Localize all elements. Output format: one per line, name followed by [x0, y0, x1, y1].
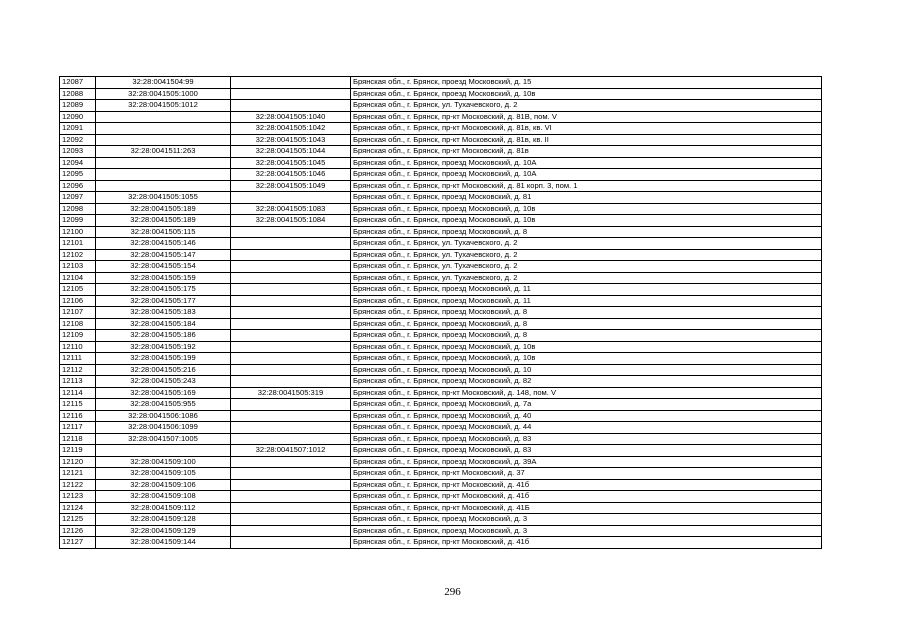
table-row: [60, 341, 822, 353]
cadastral-number-cell: 32:28:0041506:1099: [96, 422, 231, 434]
cadastral-number-cell: 32:28:0041505:199: [96, 353, 231, 365]
cadastral-number-cell: 32:28:0041505:1000: [96, 88, 231, 100]
address-cell: Брянская обл., г. Брянск, пр-кт Московский, д. 37: [351, 468, 822, 480]
related-cadastral-number-cell: [231, 88, 351, 100]
related-cadastral-number-cell: [231, 341, 351, 353]
cadastral-number-cell: 32:28:0041505:169: [96, 387, 231, 399]
cadastral-number-cell: 32:28:0041511:263: [96, 146, 231, 158]
cadastral-number-cell: 32:28:0041505:189: [96, 203, 231, 215]
address-cell: Брянская обл., г. Брянск, проезд Московский, д. 10в: [351, 88, 822, 100]
cadastral-number-cell: 32:28:0041509:129: [96, 525, 231, 537]
cadastral-number-cell: 32:28:0041509:128: [96, 514, 231, 526]
cadastral-number-cell: 32:28:0041505:115: [96, 226, 231, 238]
address-cell: Брянская обл., г. Брянск, пр-кт Московский, д. 41б: [351, 537, 822, 549]
related-cadastral-number-cell: [231, 295, 351, 307]
row-number-cell: 12103: [60, 261, 96, 273]
row-number-cell: 12092: [60, 134, 96, 146]
row-number-cell: 12121: [60, 468, 96, 480]
address-cell: Брянская обл., г. Брянск, пр-кт Московский, д. 81В, пом. V: [351, 111, 822, 123]
related-cadastral-number-cell: 32:28:0041505:1042: [231, 123, 351, 135]
cadastral-number-cell: 32:28:0041505:175: [96, 284, 231, 296]
table-row: [60, 445, 822, 457]
cadastral-number-cell: 32:28:0041505:955: [96, 399, 231, 411]
cadastral-number-cell: [96, 157, 231, 169]
table-row: [60, 146, 822, 158]
table-row: [60, 502, 822, 514]
related-cadastral-number-cell: [231, 249, 351, 261]
row-number-cell: 12123: [60, 491, 96, 503]
cadastral-number-cell: 32:28:0041506:1086: [96, 410, 231, 422]
table-row: [60, 410, 822, 422]
table-row: [60, 491, 822, 503]
address-cell: Брянская обл., г. Брянск, пр-кт Московский, д. 41Б: [351, 502, 822, 514]
related-cadastral-number-cell: 32:28:0041505:1043: [231, 134, 351, 146]
address-cell: Брянская обл., г. Брянск, проезд Московский, д. 3: [351, 525, 822, 537]
table-row: [60, 157, 822, 169]
cadastral-number-cell: 32:28:0041509:100: [96, 456, 231, 468]
related-cadastral-number-cell: [231, 238, 351, 250]
row-number-cell: 12111: [60, 353, 96, 365]
related-cadastral-number-cell: [231, 376, 351, 388]
row-number-cell: 12107: [60, 307, 96, 319]
cadastral-number-cell: 32:28:0041505:216: [96, 364, 231, 376]
related-cadastral-number-cell: [231, 537, 351, 549]
related-cadastral-number-cell: [231, 399, 351, 411]
row-number-cell: 12113: [60, 376, 96, 388]
cadastral-number-cell: [96, 111, 231, 123]
address-cell: Брянская обл., г. Брянск, проезд Московский, д. 10в: [351, 203, 822, 215]
related-cadastral-number-cell: [231, 525, 351, 537]
cadastral-number-cell: 32:28:0041505:154: [96, 261, 231, 273]
cadastral-number-cell: 32:28:0041509:105: [96, 468, 231, 480]
address-cell: Брянская обл., г. Брянск, проезд Московский, д. 39А: [351, 456, 822, 468]
address-cell: Брянская обл., г. Брянск, проезд Московский, д. 10в: [351, 215, 822, 227]
cadastral-number-cell: 32:28:0041505:184: [96, 318, 231, 330]
table-row: [60, 479, 822, 491]
address-cell: Брянская обл., г. Брянск, проезд Московский, д. 8: [351, 307, 822, 319]
table-row: [60, 399, 822, 411]
table-row: [60, 318, 822, 330]
row-number-cell: 12100: [60, 226, 96, 238]
row-number-cell: 12125: [60, 514, 96, 526]
row-number-cell: 12112: [60, 364, 96, 376]
row-number-cell: 12098: [60, 203, 96, 215]
address-cell: Брянская обл., г. Брянск, проезд Московский, д. 7а: [351, 399, 822, 411]
table-row: [60, 226, 822, 238]
row-number-cell: 12109: [60, 330, 96, 342]
address-cell: Брянская обл., г. Брянск, проезд Московский, д. 8: [351, 330, 822, 342]
address-cell: Брянская обл., г. Брянск, проезд Московский, д. 8: [351, 226, 822, 238]
related-cadastral-number-cell: [231, 100, 351, 112]
related-cadastral-number-cell: 32:28:0041505:1083: [231, 203, 351, 215]
row-number-cell: 12093: [60, 146, 96, 158]
address-cell: Брянская обл., г. Брянск, ул. Тухачевского, д. 2: [351, 249, 822, 261]
cadastral-number-cell: 32:28:0041509:144: [96, 537, 231, 549]
address-cell: Брянская обл., г. Брянск, пр-кт Московский, д. 81в: [351, 146, 822, 158]
address-cell: Брянская обл., г. Брянск, пр-кт Московский, д. 81 корп. 3, пом. 1: [351, 180, 822, 192]
table-row: [60, 387, 822, 399]
cadastral-number-cell: 32:28:0041505:147: [96, 249, 231, 261]
related-cadastral-number-cell: [231, 422, 351, 434]
table-row: [60, 468, 822, 480]
cadastral-number-cell: [96, 134, 231, 146]
table-row: [60, 192, 822, 204]
cadastral-number-cell: [96, 180, 231, 192]
cadastral-number-cell: 32:28:0041505:1055: [96, 192, 231, 204]
row-number-cell: 12118: [60, 433, 96, 445]
table-row: [60, 261, 822, 273]
page-number: 296: [444, 586, 461, 598]
address-cell: Брянская обл., г. Брянск, ул. Тухачевского, д. 2: [351, 261, 822, 273]
table-row: [60, 295, 822, 307]
cadastral-number-cell: [96, 123, 231, 135]
cadastral-number-cell: 32:28:0041509:106: [96, 479, 231, 491]
address-cell: Брянская обл., г. Брянск, проезд Московский, д. 44: [351, 422, 822, 434]
address-cell: Брянская обл., г. Брянск, проезд Московский, д. 82: [351, 376, 822, 388]
row-number-cell: 12108: [60, 318, 96, 330]
address-cell: Брянская обл., г. Брянск, пр-кт Московский, д. 81в, кв. VI: [351, 123, 822, 135]
related-cadastral-number-cell: [231, 307, 351, 319]
row-number-cell: 12124: [60, 502, 96, 514]
table-row: [60, 100, 822, 112]
address-cell: Брянская обл., г. Брянск, проезд Московский, д. 8: [351, 318, 822, 330]
row-number-cell: 12102: [60, 249, 96, 261]
table-row: [60, 238, 822, 250]
related-cadastral-number-cell: 32:28:0041505:1084: [231, 215, 351, 227]
address-cell: Брянская обл., г. Брянск, ул. Тухачевского, д. 2: [351, 100, 822, 112]
related-cadastral-number-cell: [231, 353, 351, 365]
address-cell: Брянская обл., г. Брянск, проезд Московский, д. 3: [351, 514, 822, 526]
cadastral-number-cell: 32:28:0041505:186: [96, 330, 231, 342]
row-number-cell: 12106: [60, 295, 96, 307]
cadastral-number-cell: 32:28:0041505:192: [96, 341, 231, 353]
row-number-cell: 12127: [60, 537, 96, 549]
related-cadastral-number-cell: [231, 261, 351, 273]
related-cadastral-number-cell: [231, 330, 351, 342]
table-row: [60, 180, 822, 192]
related-cadastral-number-cell: [231, 502, 351, 514]
related-cadastral-number-cell: [231, 77, 351, 89]
cadastral-number-cell: 32:28:0041505:159: [96, 272, 231, 284]
related-cadastral-number-cell: [231, 456, 351, 468]
row-number-cell: 12117: [60, 422, 96, 434]
related-cadastral-number-cell: [231, 272, 351, 284]
cadastral-number-cell: 32:28:0041505:189: [96, 215, 231, 227]
address-cell: Брянская обл., г. Брянск, проезд Московский, д. 11: [351, 284, 822, 296]
row-number-cell: 12089: [60, 100, 96, 112]
table-row: [60, 422, 822, 434]
related-cadastral-number-cell: [231, 226, 351, 238]
table-row: [60, 123, 822, 135]
registry-table: [59, 76, 822, 549]
row-number-cell: 12120: [60, 456, 96, 468]
table-row: [60, 77, 822, 89]
table-row: [60, 203, 822, 215]
address-cell: Брянская обл., г. Брянск, пр-кт Московский, д. 148, пом. V: [351, 387, 822, 399]
cadastral-number-cell: [96, 169, 231, 181]
table-row: [60, 364, 822, 376]
address-cell: Брянская обл., г. Брянск, проезд Московский, д. 15: [351, 77, 822, 89]
table-row: [60, 537, 822, 549]
address-cell: Брянская обл., г. Брянск, проезд Московский, д. 10в: [351, 341, 822, 353]
row-number-cell: 12097: [60, 192, 96, 204]
address-cell: Брянская обл., г. Брянск, проезд Московский, д. 83: [351, 433, 822, 445]
table-row: [60, 514, 822, 526]
table-row: [60, 249, 822, 261]
address-cell: Брянская обл., г. Брянск, пр-кт Московский, д. 81в, кв. II: [351, 134, 822, 146]
address-cell: Брянская обл., г. Брянск, пр-кт Московский, д. 41б: [351, 479, 822, 491]
row-number-cell: 12110: [60, 341, 96, 353]
related-cadastral-number-cell: [231, 468, 351, 480]
related-cadastral-number-cell: [231, 364, 351, 376]
cadastral-number-cell: 32:28:0041509:108: [96, 491, 231, 503]
cadastral-number-cell: 32:28:0041509:112: [96, 502, 231, 514]
row-number-cell: 12088: [60, 88, 96, 100]
address-cell: Брянская обл., г. Брянск, ул. Тухачевского, д. 2: [351, 272, 822, 284]
related-cadastral-number-cell: [231, 514, 351, 526]
row-number-cell: 12090: [60, 111, 96, 123]
address-cell: Брянская обл., г. Брянск, проезд Московский, д. 83: [351, 445, 822, 457]
row-number-cell: 12105: [60, 284, 96, 296]
related-cadastral-number-cell: 32:28:0041505:1040: [231, 111, 351, 123]
address-cell: Брянская обл., г. Брянск, проезд Московский, д. 10: [351, 364, 822, 376]
table-row: [60, 330, 822, 342]
row-number-cell: 12126: [60, 525, 96, 537]
cadastral-number-cell: 32:28:0041505:183: [96, 307, 231, 319]
row-number-cell: 12091: [60, 123, 96, 135]
row-number-cell: 12095: [60, 169, 96, 181]
row-number-cell: 12115: [60, 399, 96, 411]
table-row: [60, 433, 822, 445]
address-cell: Брянская обл., г. Брянск, проезд Московский, д. 11: [351, 295, 822, 307]
row-number-cell: 12099: [60, 215, 96, 227]
cadastral-number-cell: [96, 445, 231, 457]
row-number-cell: 12101: [60, 238, 96, 250]
table-row: [60, 215, 822, 227]
address-cell: Брянская обл., г. Брянск, проезд Московский, д. 10А: [351, 157, 822, 169]
address-cell: Брянская обл., г. Брянск, проезд Московский, д. 40: [351, 410, 822, 422]
address-cell: Брянская обл., г. Брянск, проезд Московский, д. 81: [351, 192, 822, 204]
address-cell: Брянская обл., г. Брянск, проезд Московский, д. 10в: [351, 353, 822, 365]
cadastral-number-cell: 32:28:0041505:146: [96, 238, 231, 250]
table-row: [60, 376, 822, 388]
table-row: [60, 284, 822, 296]
cadastral-number-cell: 32:28:0041505:177: [96, 295, 231, 307]
related-cadastral-number-cell: [231, 479, 351, 491]
address-cell: Брянская обл., г. Брянск, проезд Московский, д. 10А: [351, 169, 822, 181]
related-cadastral-number-cell: 32:28:0041505:1049: [231, 180, 351, 192]
cadastral-number-cell: 32:28:0041505:243: [96, 376, 231, 388]
related-cadastral-number-cell: 32:28:0041507:1012: [231, 445, 351, 457]
cadastral-number-cell: 32:28:0041507:1005: [96, 433, 231, 445]
table-row: [60, 134, 822, 146]
table-row: [60, 111, 822, 123]
related-cadastral-number-cell: [231, 433, 351, 445]
table-row: [60, 525, 822, 537]
table-row: [60, 272, 822, 284]
table-row: [60, 307, 822, 319]
row-number-cell: 12114: [60, 387, 96, 399]
table-row: [60, 353, 822, 365]
related-cadastral-number-cell: 32:28:0041505:1046: [231, 169, 351, 181]
related-cadastral-number-cell: [231, 410, 351, 422]
row-number-cell: 12116: [60, 410, 96, 422]
row-number-cell: 12096: [60, 180, 96, 192]
cadastral-number-cell: 32:28:0041505:1012: [96, 100, 231, 112]
row-number-cell: 12087: [60, 77, 96, 89]
table-row: [60, 169, 822, 181]
address-cell: Брянская обл., г. Брянск, пр-кт Московский, д. 41б: [351, 491, 822, 503]
row-number-cell: 12104: [60, 272, 96, 284]
registry-table-body: [60, 77, 822, 549]
address-cell: Брянская обл., г. Брянск, ул. Тухачевского, д. 2: [351, 238, 822, 250]
row-number-cell: 12119: [60, 445, 96, 457]
row-number-cell: 12122: [60, 479, 96, 491]
related-cadastral-number-cell: 32:28:0041505:319: [231, 387, 351, 399]
related-cadastral-number-cell: 32:28:0041505:1044: [231, 146, 351, 158]
cadastral-number-cell: 32:28:0041504:99: [96, 77, 231, 89]
table-row: [60, 456, 822, 468]
related-cadastral-number-cell: [231, 491, 351, 503]
related-cadastral-number-cell: 32:28:0041505:1045: [231, 157, 351, 169]
row-number-cell: 12094: [60, 157, 96, 169]
related-cadastral-number-cell: [231, 192, 351, 204]
related-cadastral-number-cell: [231, 284, 351, 296]
related-cadastral-number-cell: [231, 318, 351, 330]
table-row: [60, 88, 822, 100]
